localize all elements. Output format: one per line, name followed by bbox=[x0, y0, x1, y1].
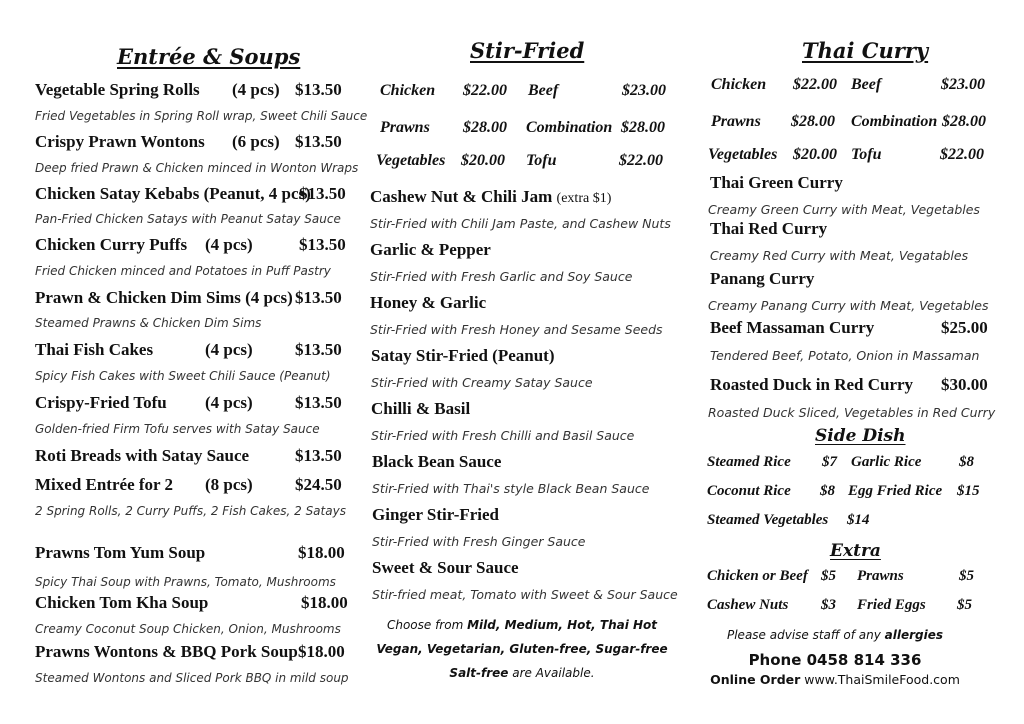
entree-item-price: $13.50 bbox=[295, 446, 342, 465]
dietary-note-line1: Choose from Mild, Medium, Hot, Thai Hot bbox=[386, 618, 658, 632]
curry-heading: Thai Curry bbox=[802, 38, 929, 63]
curry-price-value: $28.00 bbox=[942, 113, 986, 130]
entree-item-name: Prawns Wontons & BBQ Pork Soup bbox=[35, 642, 298, 661]
side-item-price: $14 bbox=[847, 512, 870, 528]
curry-item-desc: Creamy Green Curry with Meat, Vegetables bbox=[708, 202, 980, 217]
curry-price-value: $28.00 bbox=[791, 113, 835, 130]
stirfried-item-extra: (extra $1) bbox=[556, 191, 612, 206]
entree-item-price: $13.50 bbox=[295, 80, 342, 99]
extra-item-price: $5 bbox=[959, 568, 974, 584]
stirfried-price-value: $23.00 bbox=[622, 82, 666, 99]
stirfried-price-name: Combination bbox=[526, 119, 613, 136]
entree-item-name: Prawns Tom Yum Soup bbox=[35, 543, 206, 562]
stirfried-item-name: Ginger Stir-Fried bbox=[372, 505, 500, 524]
curry-price-name: Prawns bbox=[711, 113, 761, 130]
curry-item-name: Thai Red Curry bbox=[710, 219, 828, 238]
curry-item-name: Thai Green Curry bbox=[710, 173, 843, 192]
entree-item-desc: 2 Spring Rolls, 2 Curry Puffs, 2 Fish Cakes, 2 Satays bbox=[35, 504, 346, 518]
curry-price-name: Combination bbox=[851, 113, 938, 130]
extra-item-name: Cashew Nuts bbox=[707, 597, 789, 613]
stirfried-item-name: Cashew Nut & Chili Jam (extra $1) bbox=[370, 187, 612, 206]
phone-number: Phone 0458 814 336 bbox=[748, 651, 922, 669]
side-item-price: $8 bbox=[959, 454, 974, 470]
stirfried-price-value: $22.00 bbox=[463, 82, 507, 99]
entree-item-name: Prawn & Chicken Dim Sims (4 pcs) bbox=[35, 288, 293, 307]
curry-item-price: $25.00 bbox=[941, 318, 988, 337]
side-item-name: Steamed Rice bbox=[707, 454, 791, 470]
entree-item-price: $18.00 bbox=[298, 543, 345, 562]
curry-price-value: $20.00 bbox=[793, 146, 837, 163]
entree-item-desc: Fried Vegetables in Spring Roll wrap, Sweet Chili Sauce bbox=[35, 109, 368, 123]
stirfried-item-desc: Stir-Fried with Fresh Ginger Sauce bbox=[372, 534, 586, 549]
extra-item-price: $5 bbox=[957, 597, 972, 613]
entree-item-name: Crispy-Fried Tofu bbox=[35, 393, 167, 412]
entree-item-desc: Steamed Wontons and Sliced Pork BBQ in mild soup bbox=[35, 671, 349, 685]
entree-item-name: Roti Breads with Satay Sauce bbox=[35, 446, 250, 465]
curry-price-name: Vegetables bbox=[708, 146, 778, 163]
stirfried-price-name: Vegetables bbox=[376, 152, 446, 169]
entree-item-desc: Pan-Fried Chicken Satays with Peanut Satay Sauce bbox=[35, 212, 341, 226]
entree-item-desc: Creamy Coconut Soup Chicken, Onion, Mushrooms bbox=[35, 622, 341, 636]
stirfried-price-value: $28.00 bbox=[463, 119, 507, 136]
entree-item-price: $13.50 bbox=[299, 235, 346, 254]
stirfried-price-name: Chicken bbox=[380, 82, 436, 99]
side-item-name: Steamed Vegetables bbox=[707, 512, 829, 528]
extra-heading: Extra bbox=[830, 541, 881, 561]
entree-item-qty: (4 pcs) bbox=[232, 80, 280, 99]
entree-heading: Entrée & Soups bbox=[117, 44, 301, 69]
entree-item-desc: Spicy Fish Cakes with Sweet Chili Sauce (Peanut) bbox=[35, 369, 331, 383]
entree-item-qty: (4 pcs) bbox=[205, 393, 253, 412]
stirfried-item-name: Black Bean Sauce bbox=[372, 452, 502, 471]
entree-item-qty: (8 pcs) bbox=[205, 475, 253, 494]
stirfried-item-desc: Stir-Fried with Thai's style Black Bean Sauce bbox=[372, 481, 650, 496]
curry-price-name: Tofu bbox=[851, 146, 882, 163]
entree-item-price: $13.50 bbox=[295, 288, 342, 307]
curry-price-value: $22.00 bbox=[940, 146, 984, 163]
entree-item-price: $13.50 bbox=[295, 340, 342, 359]
side-heading: Side Dish bbox=[815, 426, 906, 446]
stirfried-item-name: Honey & Garlic bbox=[370, 293, 487, 312]
stirfried-item-desc: Stir-Fried with Creamy Satay Sauce bbox=[371, 375, 593, 390]
stirfried-price-name: Prawns bbox=[380, 119, 430, 136]
entree-item-name: Mixed Entrée for 2 bbox=[35, 475, 174, 494]
extra-item-price: $3 bbox=[821, 597, 836, 613]
extra-item-price: $5 bbox=[821, 568, 836, 584]
stirfried-price-value: $20.00 bbox=[461, 152, 505, 169]
entree-item-price: $13.50 bbox=[295, 393, 342, 412]
stirfried-item-desc: Stir-Fried with Chili Jam Paste, and Cashew Nuts bbox=[370, 216, 671, 231]
entree-item-price: $13.50 bbox=[295, 132, 342, 151]
entree-item-qty: (6 pcs) bbox=[232, 132, 280, 151]
stirfried-price-name: Tofu bbox=[526, 152, 557, 169]
website-link[interactable]: www.ThaiSmileFood.com bbox=[804, 672, 960, 687]
stirfried-item-desc: Stir-Fried with Fresh Honey and Sesame Seeds bbox=[370, 322, 663, 337]
entree-item-desc: Steamed Prawns & Chicken Dim Sims bbox=[35, 316, 262, 330]
side-item-price: $8 bbox=[820, 483, 835, 499]
entree-item-name: Vegetable Spring Rolls bbox=[35, 80, 200, 99]
curry-price-name: Chicken bbox=[711, 76, 767, 93]
entree-item-qty: (4 pcs) bbox=[205, 235, 253, 254]
curry-price-name: Beef bbox=[851, 76, 882, 93]
curry-price-value: $23.00 bbox=[941, 76, 985, 93]
entree-item-name: Chicken Tom Kha Soup bbox=[35, 593, 209, 612]
side-item-name: Garlic Rice bbox=[851, 454, 922, 470]
curry-item-desc: Tendered Beef, Potato, Onion in Massaman bbox=[710, 348, 980, 363]
curry-item-name: Roasted Duck in Red Curry bbox=[710, 375, 914, 394]
stirfried-item-desc: Stir-Fried with Fresh Garlic and Soy Sauce bbox=[370, 269, 633, 284]
dietary-note-line3: Salt-free are Available. bbox=[449, 666, 595, 680]
entree-item-name: Chicken Satay Kebabs (Peanut, 4 pcs) bbox=[35, 184, 311, 203]
entree-item-desc: Golden-fried Firm Tofu serves with Satay Sauce bbox=[35, 422, 320, 436]
stirfried-item-desc: Stir-fried meat, Tomato with Sweet & Sour Sauce bbox=[372, 587, 678, 602]
entree-item-name: Chicken Curry Puffs bbox=[35, 235, 188, 254]
curry-item-name: Panang Curry bbox=[710, 269, 815, 288]
dietary-note-line2: Vegan, Vegetarian, Gluten-free, Sugar-free bbox=[376, 642, 668, 656]
entree-item-desc: Deep fried Prawn & Chicken minced in Wonton Wraps bbox=[35, 161, 359, 175]
stirfried-price-name: Beef bbox=[528, 82, 559, 99]
stirfried-item-name: Garlic & Pepper bbox=[370, 240, 491, 259]
curry-item-desc: Creamy Panang Curry with Meat, Vegetables bbox=[708, 298, 989, 313]
entree-item-price: $13.50 bbox=[299, 184, 346, 203]
entree-item-name: Thai Fish Cakes bbox=[35, 340, 154, 359]
entree-item-name: Crispy Prawn Wontons bbox=[35, 132, 205, 151]
entree-item-price: $18.00 bbox=[298, 642, 345, 661]
curry-item-price: $30.00 bbox=[941, 375, 988, 394]
curry-price-value: $22.00 bbox=[793, 76, 837, 93]
stirfried-heading: Stir-Fried bbox=[470, 38, 585, 63]
curry-item-desc: Creamy Red Curry with Meat, Vegatables bbox=[710, 248, 969, 263]
allergy-note: Please advise staff of any allergies bbox=[726, 628, 944, 642]
stirfried-price-value: $22.00 bbox=[619, 152, 663, 169]
side-item-name: Coconut Rice bbox=[707, 483, 791, 499]
entree-item-desc: Spicy Thai Soup with Prawns, Tomato, Mushrooms bbox=[35, 575, 336, 589]
side-item-name: Egg Fried Rice bbox=[848, 483, 943, 499]
extra-item-name: Chicken or Beef bbox=[707, 568, 808, 584]
online-order: Online Order www.ThaiSmileFood.com bbox=[710, 672, 960, 687]
side-item-price: $7 bbox=[822, 454, 837, 470]
entree-item-price: $18.00 bbox=[301, 593, 348, 612]
stirfried-item-name: Sweet & Sour Sauce bbox=[372, 558, 519, 577]
side-item-price: $15 bbox=[957, 483, 980, 499]
entree-item-price: $24.50 bbox=[295, 475, 342, 494]
stirfried-item-desc: Stir-Fried with Fresh Chilli and Basil Sauce bbox=[371, 428, 635, 443]
curry-item-name: Beef Massaman Curry bbox=[710, 318, 875, 337]
stirfried-item-name: Chilli & Basil bbox=[371, 399, 471, 418]
stirfried-price-value: $28.00 bbox=[621, 119, 665, 136]
curry-item-desc: Roasted Duck Sliced, Vegetables in Red Curry bbox=[708, 405, 996, 420]
extra-item-name: Prawns bbox=[857, 568, 904, 584]
entree-item-desc: Fried Chicken minced and Potatoes in Puff Pastry bbox=[35, 264, 331, 278]
entree-item-qty: (4 pcs) bbox=[205, 340, 253, 359]
stirfried-item-name: Satay Stir-Fried (Peanut) bbox=[371, 346, 555, 365]
extra-item-name: Fried Eggs bbox=[857, 597, 926, 613]
